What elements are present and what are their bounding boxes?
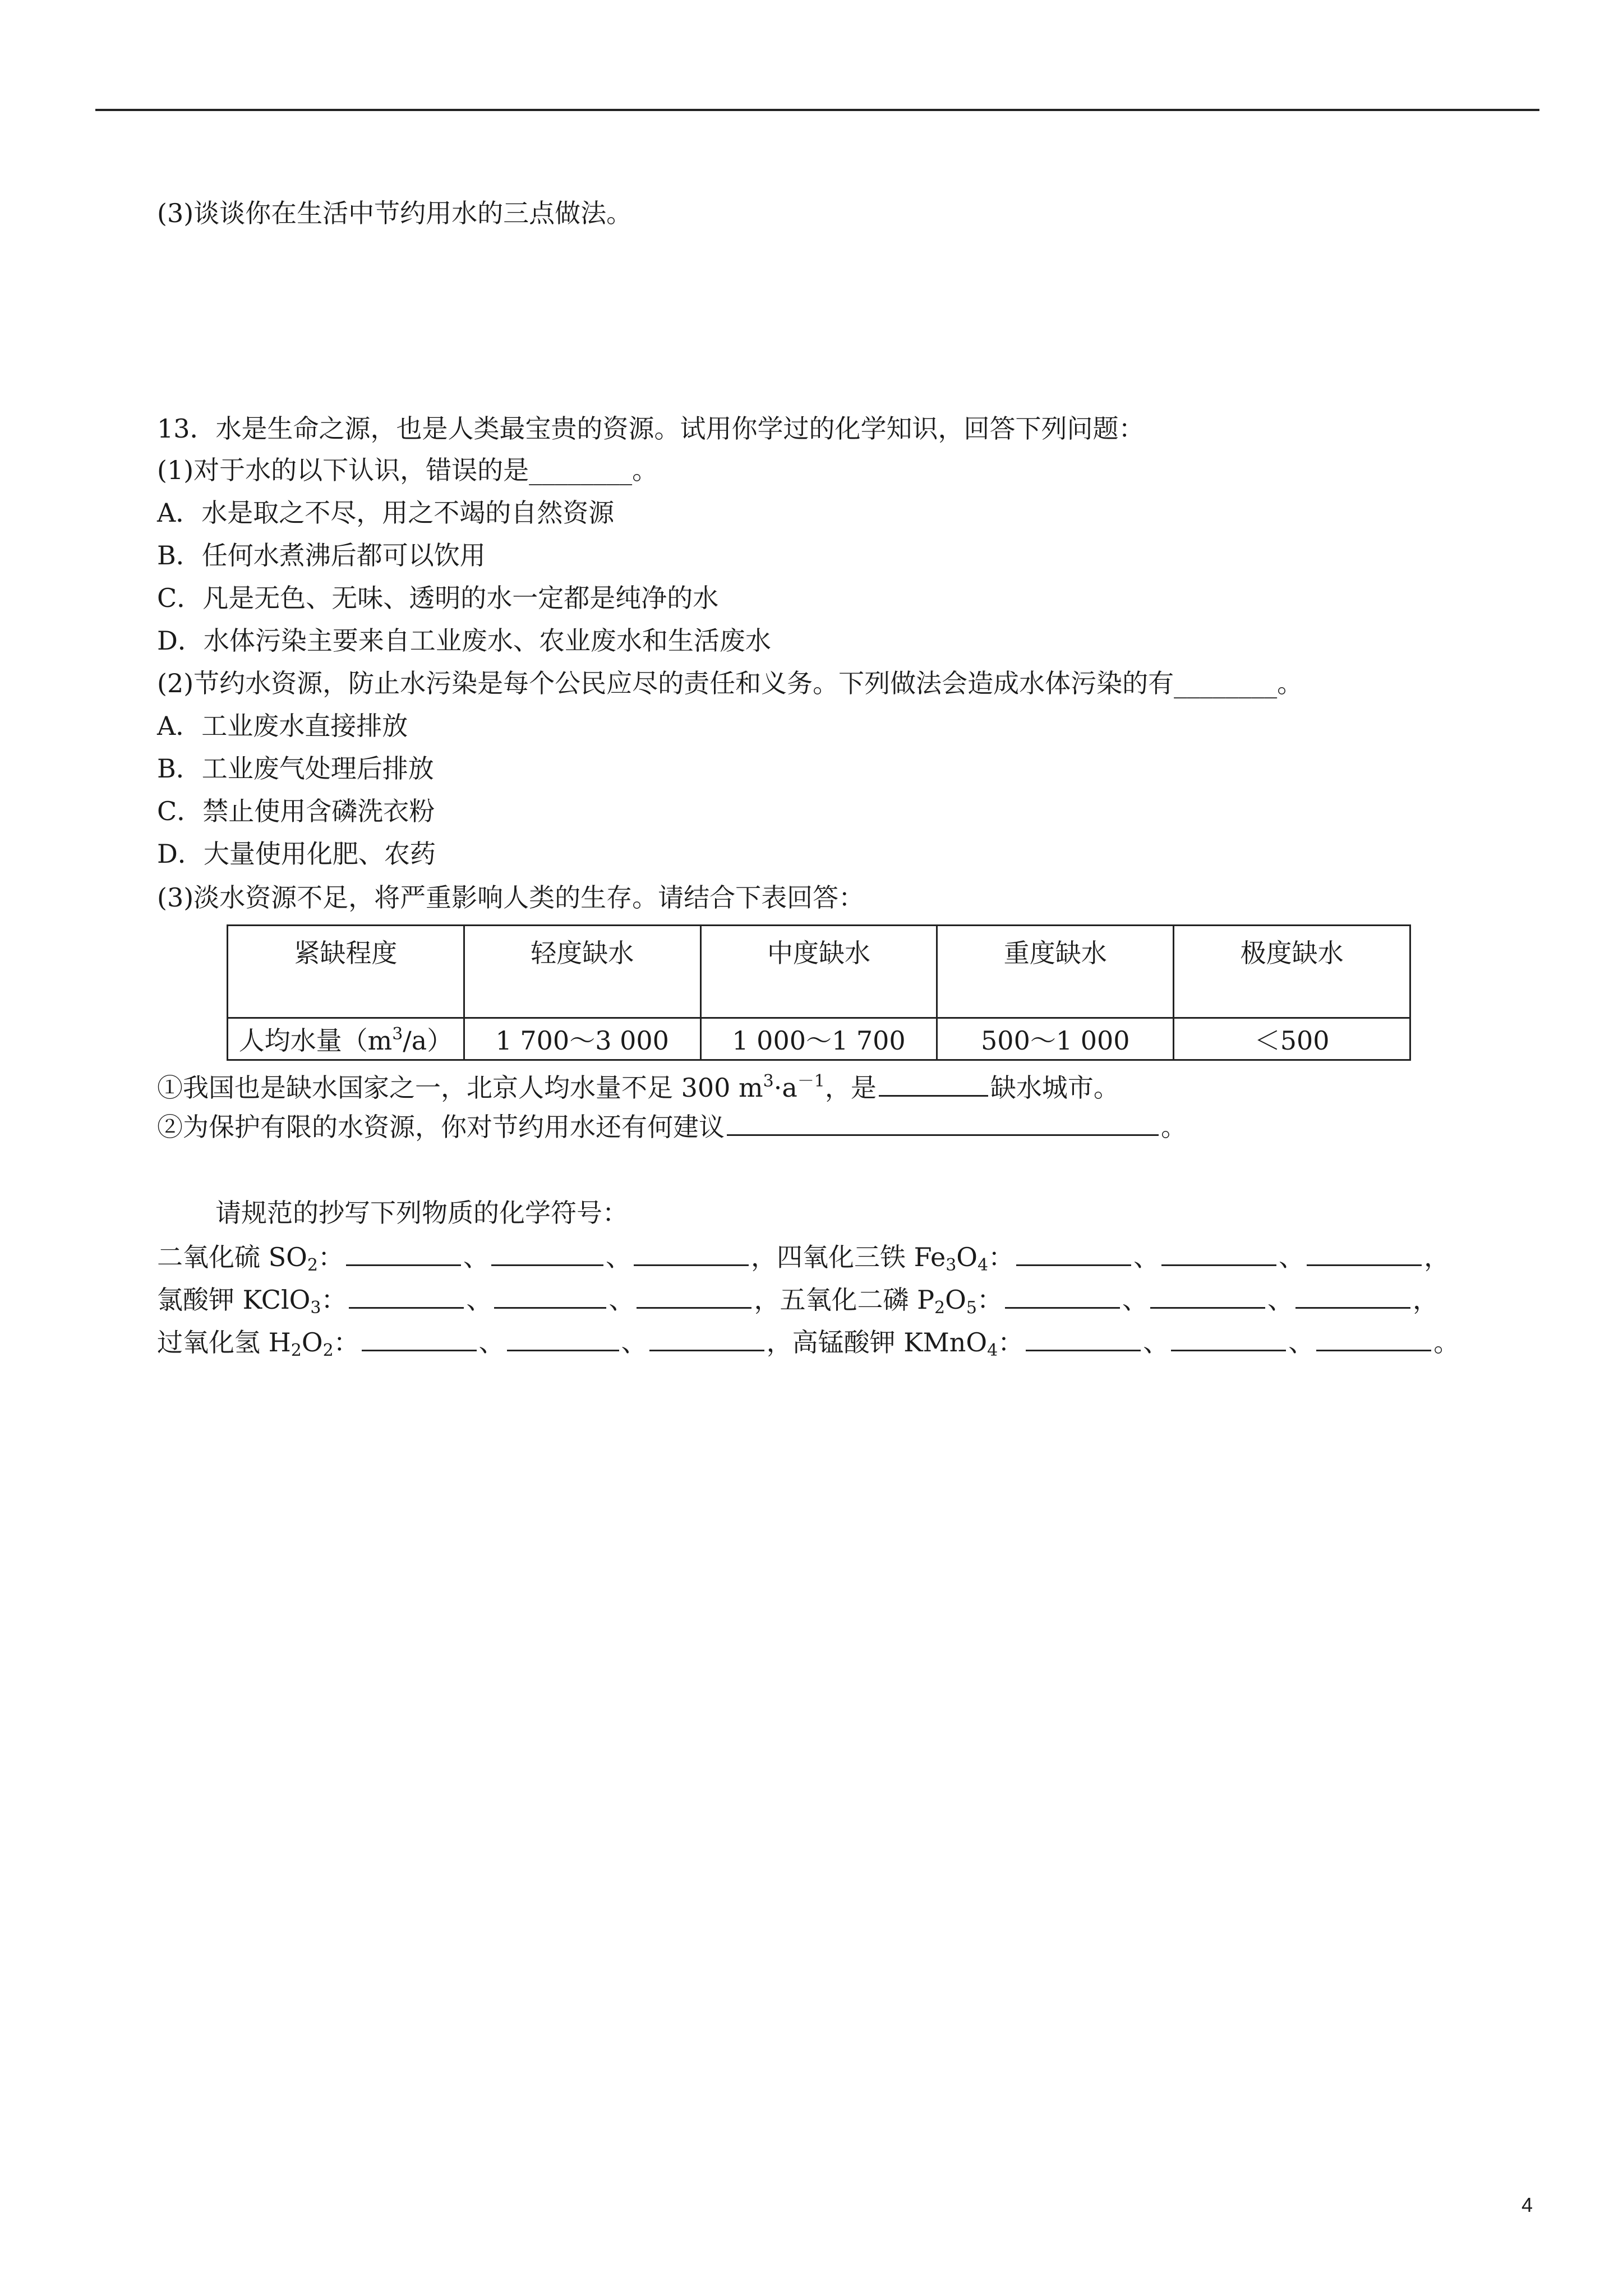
q13-part3-prompt: (3)淡水资源不足，将严重影响人类的生存。请结合下表回答： bbox=[157, 882, 865, 913]
q13-part2-prompt: (2)节约水资源，防止水污染是每个公民应尽的责任和义务。下列做法会造成水体污染的有 bbox=[157, 668, 1174, 698]
formula-blank[interactable] bbox=[637, 1282, 751, 1309]
table-cell: 500～1 000 bbox=[937, 1018, 1174, 1060]
formula-blank[interactable] bbox=[1316, 1325, 1431, 1351]
formula-row: 氯酸钾 KClO$_3$： 、 、 ，五氧化二磷 $P_2O_5$： 、 、 ， bbox=[157, 1282, 1438, 1324]
table-row-label: 人均水量$(m^3/a)$ bbox=[228, 1018, 464, 1060]
q13-stem: 13．水是生命之源，也是人类最宝贵的资源。试用你学过的化学知识，回答下列问题： bbox=[157, 413, 1145, 444]
table-header-cell: 中度缺水 bbox=[700, 926, 937, 1018]
formula-blank[interactable] bbox=[649, 1325, 764, 1351]
formula-row: 过氧化氢 $H_2O_2$： 、 、 ，高锰酸钾 KMnO$_4$： 、 、 。 bbox=[157, 1325, 1459, 1366]
table-row bbox=[228, 1018, 1410, 1060]
table-header-cell: 极度缺水 bbox=[1174, 926, 1410, 1018]
q12-part3: (3)谈谈你在生活中节约用水的三点做法。 bbox=[157, 198, 633, 228]
formula-name: 二氧化硫 bbox=[157, 1242, 269, 1272]
table-cell: 1 000～1 700 bbox=[700, 1018, 937, 1060]
formula-blank[interactable] bbox=[349, 1282, 464, 1309]
table-cell: ＜500 bbox=[1174, 1018, 1410, 1060]
q13-part1 bbox=[157, 454, 658, 486]
formula-instruction: 请规范的抄写下列物质的化学符号： bbox=[215, 1198, 628, 1228]
table-header-row bbox=[228, 926, 1410, 1018]
q13-part2 bbox=[157, 668, 1303, 699]
sub1-sup1: 3 bbox=[763, 1071, 774, 1091]
formula-blank[interactable] bbox=[494, 1282, 606, 1309]
q13-part2-option-c: C．禁止使用含磷洗衣粉 bbox=[157, 796, 435, 826]
sub2-text: ②为保护有限的水资源，你对节约用水还有何建议 bbox=[157, 1112, 725, 1142]
q13-part2-option-b: B．工业废气处理后排放 bbox=[157, 753, 434, 784]
formula-blank[interactable] bbox=[346, 1240, 461, 1266]
header-rule bbox=[95, 109, 1539, 111]
sub1-mid: ·a bbox=[773, 1073, 797, 1103]
q13-part1-end: 。 bbox=[632, 455, 658, 485]
table-cell: 1 700～3 000 bbox=[464, 1018, 700, 1060]
q13-part1-option-c: C．凡是无色、无味、透明的水一定都是纯净的水 bbox=[157, 583, 719, 613]
q13-part2-blank: ________ bbox=[1174, 668, 1278, 698]
sub1-text: ①我国也是缺水国家之一，北京人均水量不足 300 m bbox=[157, 1073, 763, 1103]
formula-blank[interactable] bbox=[362, 1325, 477, 1351]
formula-blank[interactable] bbox=[1295, 1282, 1410, 1309]
water-scarcity-table bbox=[227, 924, 1411, 1061]
formula-row: 二氧化硫 $SO_2$： 、 、 ，四氧化三铁 $Fe_3O_4$： 、 、 ， bbox=[157, 1240, 1450, 1281]
q13-part3-sub1 bbox=[157, 1066, 1119, 1103]
formula-name: 氯酸钾 bbox=[157, 1285, 243, 1315]
sub1-end: 缺水城市。 bbox=[990, 1073, 1119, 1103]
formula-blank[interactable] bbox=[1171, 1325, 1286, 1351]
sub1-sup2: －1 bbox=[797, 1071, 825, 1091]
formula-blank[interactable] bbox=[1026, 1325, 1141, 1351]
q13-part1-option-b: B．任何水煮沸后都可以饮用 bbox=[157, 540, 486, 570]
formula-name: 高锰酸钾 bbox=[792, 1327, 904, 1358]
formula-blank[interactable] bbox=[1005, 1282, 1120, 1309]
sub2-answer-blank[interactable] bbox=[727, 1110, 1159, 1136]
formula-blank[interactable] bbox=[1016, 1240, 1131, 1266]
table-header-cell: 重度缺水 bbox=[937, 926, 1174, 1018]
q13-part3-sub2 bbox=[157, 1110, 1187, 1143]
formula-name: 五氧化二磷 bbox=[780, 1285, 917, 1315]
formula-blank[interactable] bbox=[1161, 1240, 1276, 1266]
q13-part1-blank: ________ bbox=[529, 455, 633, 485]
table-header-cell: 轻度缺水 bbox=[464, 926, 700, 1018]
q13-part2-end: 。 bbox=[1277, 668, 1303, 698]
sub2-end: 。 bbox=[1161, 1112, 1187, 1142]
q13-part1-option-d: D．水体污染主要来自工业废水、农业废水和生活废水 bbox=[157, 625, 771, 656]
formula-blank[interactable] bbox=[491, 1240, 603, 1266]
sub1-answer-blank[interactable] bbox=[879, 1070, 988, 1097]
q13-part1-prompt: (1)对于水的以下认识，错误的是 bbox=[157, 455, 529, 485]
table-header-cell: 紧缺程度 bbox=[228, 926, 464, 1018]
q13-part1-option-a: A．水是取之不尽，用之不竭的自然资源 bbox=[157, 498, 615, 528]
formula-blank[interactable] bbox=[507, 1325, 619, 1351]
formula-blank[interactable] bbox=[634, 1240, 749, 1266]
q13-part2-option-d: D．大量使用化肥、农药 bbox=[157, 839, 436, 869]
formula-name: 四氧化三铁 bbox=[776, 1242, 914, 1272]
formula-blank[interactable] bbox=[1307, 1240, 1422, 1266]
formula-blank[interactable] bbox=[1150, 1282, 1265, 1309]
formula-name: 过氧化氢 bbox=[157, 1327, 269, 1358]
q13-part2-option-a: A．工业废水直接排放 bbox=[157, 711, 408, 741]
sub1-post: ，是 bbox=[824, 1073, 877, 1103]
page-number: 4 bbox=[1521, 2193, 1533, 2216]
